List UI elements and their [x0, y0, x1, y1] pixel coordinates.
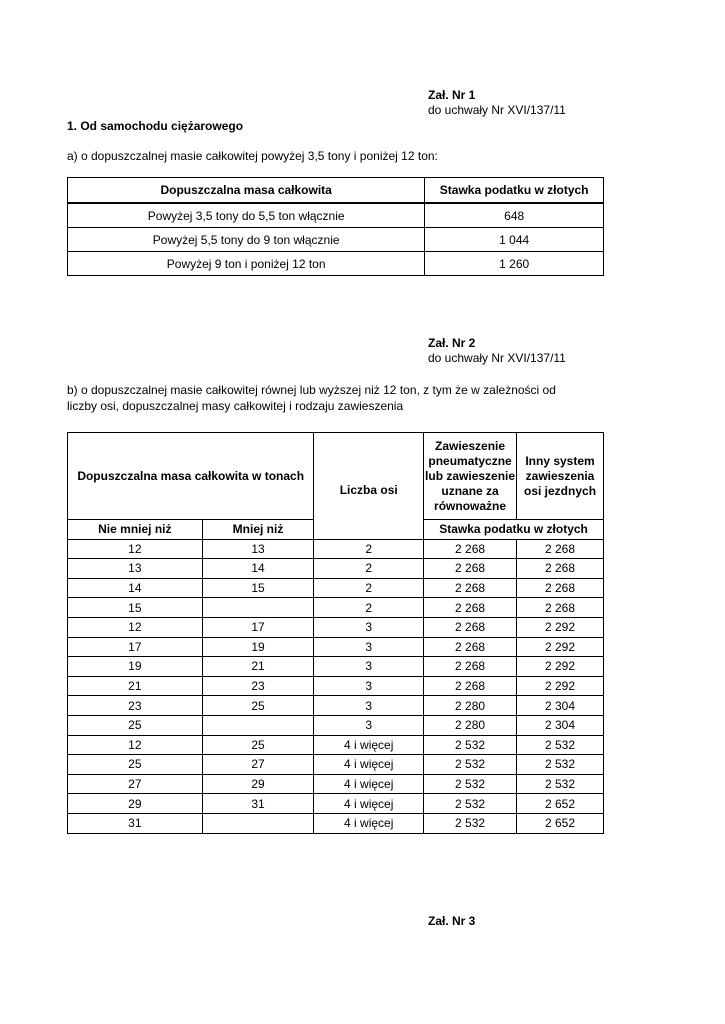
cell-rate-pneumatic: 2 268 — [424, 578, 517, 598]
table-row — [68, 228, 604, 252]
cell-rate-other: 2 532 — [517, 735, 604, 755]
cell-max: 17 — [202, 617, 314, 637]
table-row — [68, 794, 604, 814]
cell-rate-other: 2 652 — [517, 794, 604, 814]
cell-axles: 3 — [314, 657, 424, 677]
cell-rate-other: 2 652 — [517, 813, 604, 833]
cell-max — [202, 598, 314, 618]
cell-axles: 3 — [314, 715, 424, 735]
cell-axles: 2 — [314, 559, 424, 579]
table-header-row — [68, 433, 604, 520]
table-row — [68, 559, 604, 579]
cell-axles: 4 i więcej — [314, 735, 424, 755]
cell-mass: Powyżej 5,5 tony do 9 ton włącznie — [68, 228, 425, 252]
cell-rate-pneumatic: 2 268 — [424, 657, 517, 677]
cell-min: 27 — [68, 774, 203, 794]
cell-axles: 3 — [314, 676, 424, 696]
table-row — [68, 676, 604, 696]
cell-rate-pneumatic: 2 268 — [424, 617, 517, 637]
annex2-label: Zał. Nr 2 — [428, 336, 476, 350]
cell-axles: 4 i więcej — [314, 755, 424, 775]
table-row — [68, 715, 604, 735]
table-row — [68, 252, 604, 276]
section1-sub-a: a) o dopuszczalnej masie całkowitej powyżej 3,5 tony i poniżej 12 ton: — [67, 149, 438, 163]
cell-rate-pneumatic: 2 280 — [424, 715, 517, 735]
cell-max: 31 — [202, 794, 314, 814]
section1-heading: 1. Od samochodu ciężarowego — [67, 119, 244, 133]
cell-min: 19 — [68, 657, 203, 677]
cell-axles: 3 — [314, 696, 424, 716]
cell-max: 15 — [202, 578, 314, 598]
header-rate: Stawka podatku w złotych — [425, 178, 604, 204]
cell-axles: 4 i więcej — [314, 813, 424, 833]
table-body — [68, 539, 604, 833]
cell-axles: 2 — [314, 539, 424, 559]
cell-axles: 4 i więcej — [314, 774, 424, 794]
cell-max — [202, 715, 314, 735]
table-row — [68, 578, 604, 598]
table-row — [68, 774, 604, 794]
header-rate: Stawka podatku w złotych — [424, 520, 604, 540]
cell-min: 12 — [68, 735, 203, 755]
cell-min: 31 — [68, 813, 203, 833]
cell-rate-pneumatic: 2 268 — [424, 637, 517, 657]
cell-rate: 1 260 — [425, 252, 604, 276]
cell-max: 25 — [202, 735, 314, 755]
cell-min: 23 — [68, 696, 203, 716]
cell-axles: 4 i więcej — [314, 794, 424, 814]
cell-rate-other: 2 532 — [517, 755, 604, 775]
cell-min: 13 — [68, 559, 203, 579]
cell-rate-other: 2 292 — [517, 657, 604, 677]
header-axles: Liczba osi — [314, 433, 424, 540]
cell-rate-other: 2 532 — [517, 774, 604, 794]
cell-max: 14 — [202, 559, 314, 579]
section2-sub-b-line1: b) o dopuszczalnej masie całkowitej równej lub wyższej niż 12 ton, z tym że w zależności od — [67, 383, 556, 397]
cell-rate-other: 2 268 — [517, 559, 604, 579]
cell-min: 15 — [68, 598, 203, 618]
cell-min: 12 — [68, 539, 203, 559]
annex1-subtitle: do uchwały Nr XVI/137/11 — [428, 103, 566, 117]
cell-rate-pneumatic: 2 268 — [424, 559, 517, 579]
cell-rate-pneumatic: 2 268 — [424, 676, 517, 696]
table-row — [68, 203, 604, 228]
cell-rate-pneumatic: 2 532 — [424, 735, 517, 755]
cell-rate-pneumatic: 2 268 — [424, 539, 517, 559]
cell-rate-pneumatic: 2 532 — [424, 794, 517, 814]
cell-min: 12 — [68, 617, 203, 637]
header-other-suspension: Inny system zawieszenia osi jezdnych — [517, 433, 604, 520]
cell-max — [202, 813, 314, 833]
cell-min: 14 — [68, 578, 203, 598]
cell-rate-other: 2 304 — [517, 715, 604, 735]
cell-max: 29 — [202, 774, 314, 794]
table-row — [68, 696, 604, 716]
cell-axles: 3 — [314, 617, 424, 637]
table-row — [68, 637, 604, 657]
cell-axles: 2 — [314, 578, 424, 598]
table-row — [68, 657, 604, 677]
cell-mass: Powyżej 3,5 tony do 5,5 ton włącznie — [68, 203, 425, 228]
cell-max: 27 — [202, 755, 314, 775]
cell-max: 19 — [202, 637, 314, 657]
annex3-label: Zał. Nr 3 — [428, 914, 476, 928]
cell-rate-other: 2 268 — [517, 598, 604, 618]
cell-rate: 648 — [425, 203, 604, 228]
cell-rate-other: 2 292 — [517, 676, 604, 696]
cell-max: 13 — [202, 539, 314, 559]
header-min: Nie mniej niż — [68, 520, 203, 540]
table-header-row — [68, 178, 604, 204]
header-max: Mniej niż — [202, 520, 314, 540]
cell-min: 25 — [68, 755, 203, 775]
cell-min: 21 — [68, 676, 203, 696]
cell-rate-other: 2 292 — [517, 637, 604, 657]
cell-axles: 3 — [314, 637, 424, 657]
cell-min: 17 — [68, 637, 203, 657]
cell-rate-pneumatic: 2 268 — [424, 598, 517, 618]
cell-rate-other: 2 268 — [517, 578, 604, 598]
cell-min: 25 — [68, 715, 203, 735]
cell-max: 25 — [202, 696, 314, 716]
table-row — [68, 598, 604, 618]
cell-rate-pneumatic: 2 280 — [424, 696, 517, 716]
cell-rate-pneumatic: 2 532 — [424, 813, 517, 833]
tax-table-1 — [67, 177, 604, 276]
cell-rate-other: 2 292 — [517, 617, 604, 637]
header-mass: Dopuszczalna masa całkowita — [68, 178, 425, 204]
header-mass-tons: Dopuszczalna masa całkowita w tonach — [68, 433, 314, 520]
cell-rate-pneumatic: 2 532 — [424, 774, 517, 794]
cell-rate-other: 2 304 — [517, 696, 604, 716]
cell-rate-pneumatic: 2 532 — [424, 755, 517, 775]
cell-mass: Powyżej 9 ton i poniżej 12 ton — [68, 252, 425, 276]
cell-axles: 2 — [314, 598, 424, 618]
tax-table-2 — [67, 432, 604, 834]
cell-min: 29 — [68, 794, 203, 814]
cell-max: 23 — [202, 676, 314, 696]
header-pneumatic: Zawieszenie pneumatyczne lub zawieszenie uznane za równoważne — [424, 433, 517, 520]
table-row — [68, 617, 604, 637]
cell-rate-other: 2 268 — [517, 539, 604, 559]
table-row — [68, 735, 604, 755]
annex1-label: Zał. Nr 1 — [428, 88, 476, 102]
table-row — [68, 539, 604, 559]
section2-sub-b-line2: liczby osi, dopuszczalnej masy całkowitej i rodzaju zawieszenia — [67, 399, 404, 413]
table-row — [68, 813, 604, 833]
cell-rate: 1 044 — [425, 228, 604, 252]
table-row — [68, 755, 604, 775]
annex2-subtitle: do uchwały Nr XVI/137/11 — [428, 351, 566, 365]
cell-max: 21 — [202, 657, 314, 677]
